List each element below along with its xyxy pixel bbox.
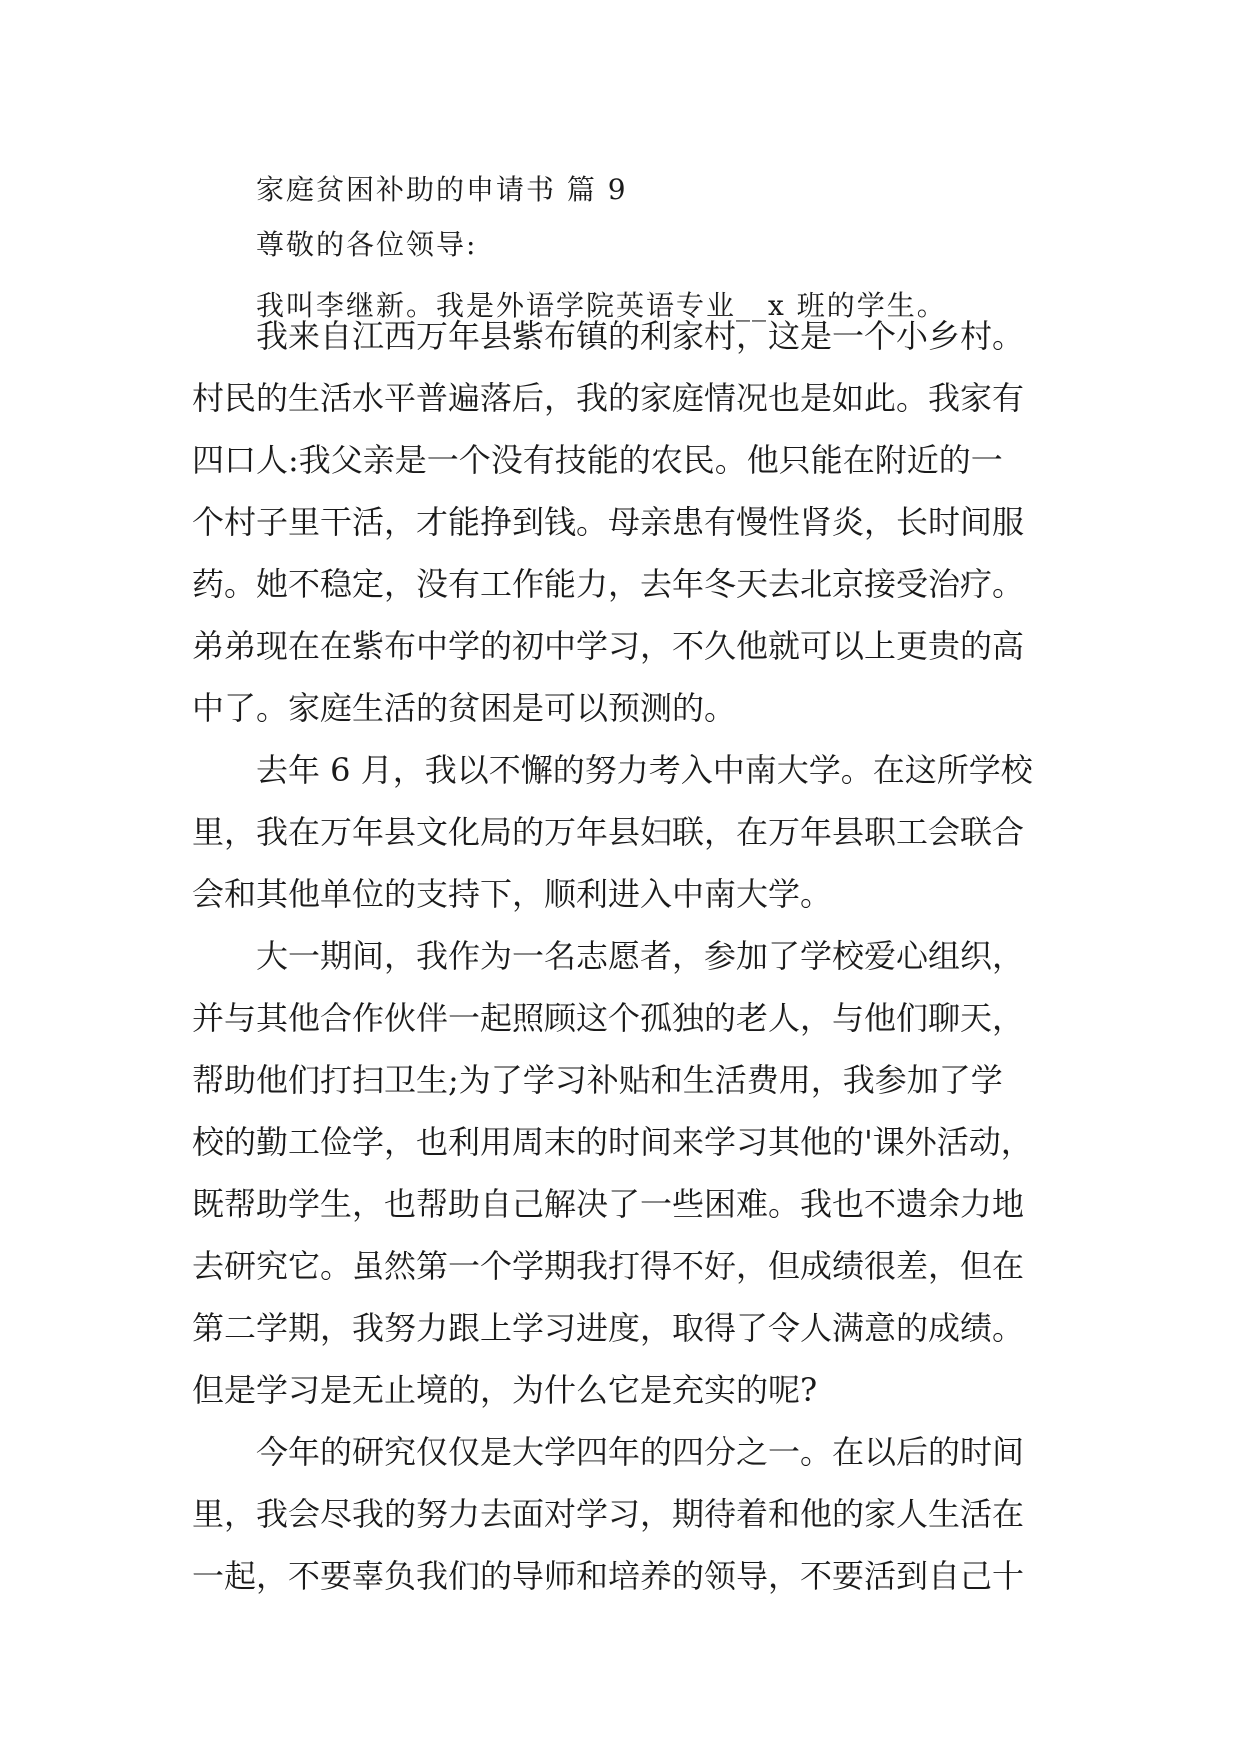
document-title: 家庭贫困补助的申请书 篇 9 [256, 173, 628, 206]
paragraph-line: 里，我会尽我的努力去面对学习，期待着和他的家人生活在 [192, 1495, 1025, 1533]
salutation: 尊敬的各位领导: [256, 228, 478, 261]
paragraph-line: 一起，不要辜负我们的导师和培养的领导，不要活到自己十 [192, 1557, 1025, 1595]
paragraph-future-plans [192, 1421, 1024, 1607]
paragraph-line: 我来自江西万年县紫布镇的利家村，这是一个小乡村。 [256, 317, 1025, 355]
paragraph-line: 既帮助学生，也帮助自己解决了一些困难。我也不遗余力地 [192, 1185, 1025, 1223]
paragraph-line: 大一期间，我作为一名志愿者，参加了学校爱心组织， [256, 937, 1025, 975]
paragraph-admission [192, 739, 1033, 925]
paragraph-line: 并与其他合作伙伴一起照顾这个孤独的老人，与他们聊天， [192, 999, 1025, 1037]
paragraph-line: 去研究它。虽然第一个学期我打得不好，但成绩很差，但在 [192, 1247, 1025, 1285]
intro-line: 我叫李继新。我是外语学院英语专业__x 班的学生。 [256, 289, 947, 322]
paragraph-line: 帮助他们打扫卫生;为了学习补贴和生活费用，我参加了学 [192, 1061, 1003, 1099]
paragraph-line: 药。她不稳定，没有工作能力，去年冬天去北京接受治疗。 [192, 565, 1025, 603]
paragraph-line: 去年 6 月，我以不懈的努力考入中南大学。在这所学校 [256, 751, 1033, 789]
paragraph-line: 村民的生活水平普遍落后，我的家庭情况也是如此。我家有 [192, 379, 1025, 417]
paragraph-line: 但是学习是无止境的，为什么它是充实的呢? [192, 1371, 818, 1409]
paragraph-line: 个村子里干活，才能挣到钱。母亲患有慢性肾炎，长时间服 [192, 503, 1025, 541]
paragraph-line: 校的勤工俭学，也利用周末的时间来学习其他的'课外活动， [192, 1123, 1033, 1161]
paragraph-line: 第二学期，我努力跟上学习进度，取得了令人满意的成绩。 [192, 1309, 1025, 1347]
paragraph-line: 中了。家庭生活的贫困是可以预测的。 [192, 689, 737, 727]
paragraph-line: 今年的研究仅仅是大学四年的四分之一。在以后的时间 [256, 1433, 1025, 1471]
paragraph-line: 四口人:我父亲是一个没有技能的农民。他只能在附近的一 [192, 441, 1003, 479]
paragraph-freshman-year [192, 925, 1033, 1421]
paragraph-hometown [192, 305, 1024, 739]
paragraph-line: 会和其他单位的支持下，顺利进入中南大学。 [192, 875, 833, 913]
paragraph-line: 里，我在万年县文化局的万年县妇联，在万年县职工会联合 [192, 813, 1025, 851]
paragraph-line: 弟弟现在在紫布中学的初中学习，不久他就可以上更贵的高 [192, 627, 1025, 665]
